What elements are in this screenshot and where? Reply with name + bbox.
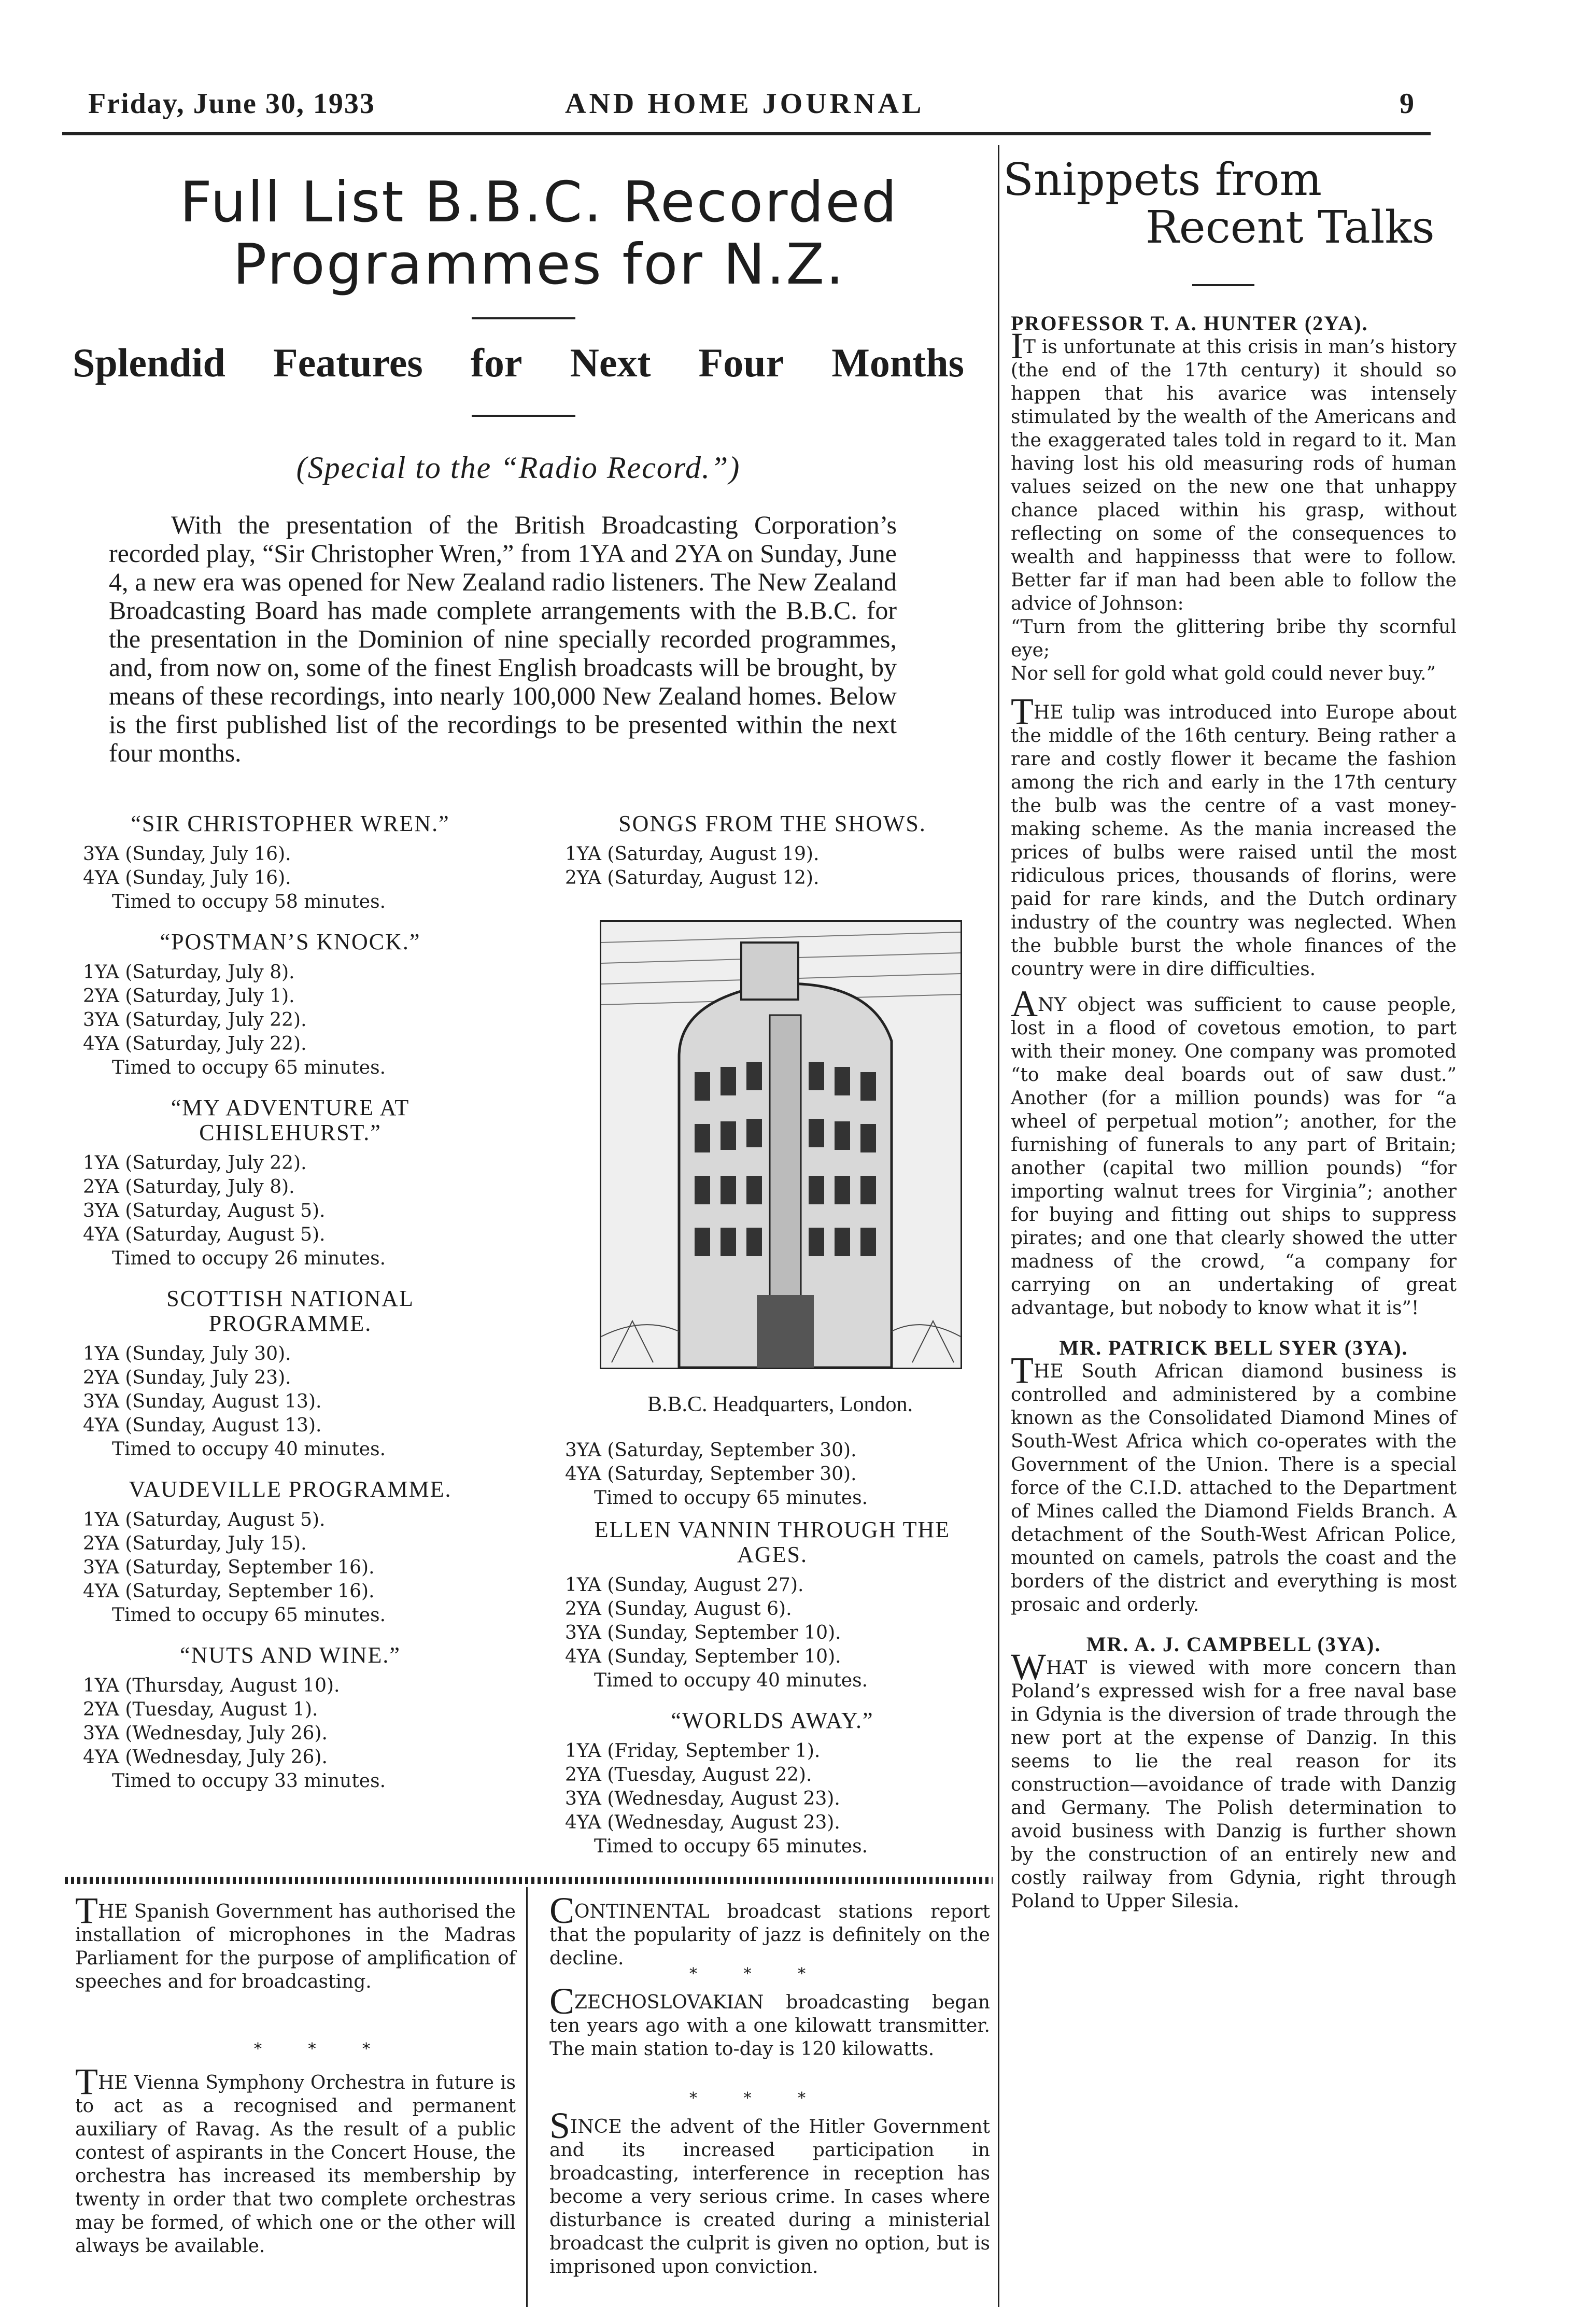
schedule-line: 3YA (Sunday, August 13).	[83, 1391, 322, 1412]
programme-column-mid-top	[565, 811, 980, 906]
subhead-word: for	[470, 340, 522, 385]
snippets-divider	[1192, 284, 1254, 286]
schedule-line: 4YA (Saturday, September 30).	[565, 1464, 857, 1485]
bbc-headquarters-illustration	[600, 920, 962, 1369]
timed-note: Timed to occupy 58 minutes.	[112, 891, 386, 912]
schedule-line: 1YA (Saturday, July 8).	[83, 962, 295, 983]
section-stars: * * *	[689, 2089, 827, 2107]
schedule-line: 3YA (Sunday, July 16).	[83, 843, 291, 865]
schedule-line: 3YA (Saturday, July 22).	[83, 1009, 307, 1031]
schedule-line: 1YA (Thursday, August 10).	[83, 1675, 340, 1696]
snippets-column	[1011, 311, 1457, 1913]
paper-name: AND HOME JOURNAL	[565, 88, 925, 120]
programme-entry	[565, 811, 980, 890]
drop-cap: T	[75, 2061, 98, 2102]
paragraph-text: HE South African diamond business is controlled and administered by a combine known as the Consolidated Diamond Mines of South-West Africa which co-operates with the Government of the Union. There is a special force of the C.I.D. attached to the Department of Mines called the Diamond Fields Branch. A detachment of the South-West African Police, mounted on camels, patrols the coast and the borders of the district and everything is most prosaic and orderly.	[1011, 1361, 1457, 1615]
paragraph-text: ZECHOSLOVAKIAN broadcasting began ten years ago with a one kilowatt transmitter. The main station to-day is 120 kilowatts.	[549, 1992, 990, 2060]
schedule-line: 4YA (Saturday, August 5).	[83, 1224, 326, 1245]
programme-title: VAUDEVILLE PROGRAMME.	[129, 1477, 452, 1502]
schedule-line: 1YA (Sunday, August 27).	[565, 1574, 804, 1596]
drop-cap: A	[1011, 983, 1038, 1024]
subhead-word: Features	[273, 340, 423, 385]
schedule-line: 3YA (Saturday, September 16).	[83, 1557, 375, 1578]
timed-note: Timed to occupy 40 minutes.	[112, 1439, 386, 1460]
schedule-line: 2YA (Sunday, August 6).	[565, 1598, 792, 1620]
syer-paragraph	[1011, 1349, 1457, 1616]
programme-entry	[565, 1517, 980, 1693]
column-divider	[526, 1887, 528, 2307]
paragraph-text: HE tulip was introduced into Europe about the middle of the 16th century. Being rather a rare and costly flower it became the fashion among the rich and early in the 17th century the bulb was the centre of a vast money-making scheme. As the mania increased the prices of bulbs were raised until the most ridiculous prices, thousands of florins, were paid for rare kinds, and the Dutch ordinary industry of the country was neglected. When the bubble burst the whole finances of the country were in dire difficulties.	[1011, 702, 1457, 980]
schedule-line: 2YA (Tuesday, August 1).	[83, 1699, 318, 1720]
paragraph-text: HAT is viewed with more concern than Poland’s expressed wish for a free naval base in Gdynia is the diversion of trade through the new port at the expense of Danzig. In this seems to lie the real reason for its construction—avoidance of trade with Danzig and Germany. The Polish determination to avoid business with Danzig is further shown by the construction of an entirely new and costly railway from Gdynia, right through Poland to Upper Silesia.	[1011, 1657, 1457, 1912]
johnson-quote-2: Nor sell for gold what gold could never buy.”	[1011, 663, 1436, 684]
programme-entry	[565, 1708, 980, 1859]
subhead-word: Months	[831, 340, 964, 385]
subhead-word: Splendid	[73, 340, 225, 385]
drop-cap: I	[1011, 325, 1023, 367]
schedule-line: 2YA (Saturday, July 15).	[83, 1533, 307, 1554]
headline-divider	[472, 317, 575, 319]
schedule-line: 4YA (Saturday, July 22).	[83, 1033, 307, 1054]
snippets-title-line1: Snippets from	[1003, 154, 1322, 206]
speaker-syer: MR. PATRICK BELL SYER (3YA).	[1059, 1336, 1408, 1359]
intro-paragraph: With the presentation of the British Broadcasting Corporation’s recorded play, “Sir Christopher Wren,” from 1YA and 2YA on Sunday, June 4, a new era was opened for New Zealand radio listeners. The New Zealand Broadcasting Board has made complete arrangements with the B.B.C. for the presentation in the Dominion of nine specially recorded programmes, and, from now on, some of the finest English broadcasts will be brought, by means of these recordings, into nearly 100,000 New Zealand homes. Below is the first published list of the recordings to be presented within the next four months.	[109, 510, 897, 767]
schedule-line: 4YA (Wednesday, August 23).	[565, 1812, 840, 1833]
masthead-rule	[62, 132, 1431, 135]
programme-title: ELLEN VANNIN THROUGH THE AGES.	[594, 1517, 951, 1567]
continental-paragraph	[549, 1890, 990, 1970]
schedule-line: 1YA (Sunday, July 30).	[83, 1343, 291, 1365]
subheadline	[73, 340, 964, 386]
building-drawing	[601, 922, 961, 1368]
programme-column-mid-bottom	[565, 1439, 980, 1874]
tulip-paragraph	[1011, 691, 1457, 981]
schedule-line: 2YA (Saturday, August 12).	[565, 867, 820, 889]
programme-title: “SIR CHRISTOPHER WREN.”	[131, 811, 450, 836]
schedule-line: 4YA (Saturday, September 16).	[83, 1581, 375, 1602]
spanish-paragraph	[75, 1890, 516, 1993]
subhead-word: Four	[698, 340, 784, 385]
schedule-line: 2YA (Saturday, July 8).	[83, 1176, 295, 1198]
vienna-paragraph	[75, 2061, 516, 2258]
johnson-quote-1: “Turn from the glittering bribe thy scornful eye;	[1011, 616, 1457, 661]
subhead-word: Next	[570, 340, 651, 385]
schedule-line: 3YA (Saturday, September 30).	[565, 1440, 857, 1461]
drop-cap: W	[1011, 1646, 1046, 1688]
page-number: 9	[1400, 88, 1415, 120]
schedule-line: 4YA (Sunday, July 16).	[83, 867, 291, 889]
section-stars: * * *	[254, 2040, 391, 2058]
timed-note: Timed to occupy 65 minutes.	[112, 1605, 386, 1626]
drop-cap: S	[549, 2105, 571, 2146]
headline-line1: Full List B.B.C. Recorded	[179, 170, 899, 235]
schedule-line: 2YA (Sunday, July 23).	[83, 1367, 291, 1388]
schedule-line: 1YA (Saturday, August 5).	[83, 1509, 326, 1530]
schedule-line: 4YA (Sunday, August 13).	[83, 1415, 322, 1436]
photo-caption: B.B.C. Headquarters, London.	[647, 1393, 913, 1416]
schedule-line: 4YA (Sunday, September 10).	[565, 1646, 841, 1667]
timed-note: Timed to occupy 65 minutes.	[112, 1057, 386, 1078]
schedule-line: 2YA (Tuesday, August 22).	[565, 1764, 812, 1785]
paragraph-text: HE Vienna Symphony Orchestra in future is to act as a recognised and permanent auxiliary of Ravag. As the result of a public contest of aspirants in the Concert House, the orchestra has increased its membership by twenty in order that two complete orchestras may be formed, of which one or the other will always be available.	[75, 2072, 516, 2257]
paragraph-text: NY object was sufficient to cause people, lost in a flood of covetous emotion, to part with their money. One company was promoted “to make deal boards out of saw dust.” Another (for a million pounds) was for “a wheel of perpetual motion”; another, for the furnishing of funerals to any part of Britain; another (capital two million pounds) “for importing walnut trees for Virginia”; another for buying and fitting out ships to suppress pirates; and one that clearly showed the utter madness of the crowd, “a company for carrying on an undertaking of great advantage, but nobody to know what it is”!	[1011, 994, 1457, 1319]
timed-note: Timed to occupy 65 minutes.	[594, 1836, 868, 1857]
programme-column-left	[83, 811, 498, 1809]
programme-title: “POSTMAN’S KNOCK.”	[160, 929, 421, 954]
programme-title: SCOTTISH NATIONAL PROGRAMME.	[166, 1286, 414, 1336]
subhead-divider	[472, 415, 575, 417]
column-divider	[998, 145, 999, 2307]
snippets-title-line2: Recent Talks	[1146, 202, 1435, 254]
drop-cap: T	[75, 1890, 98, 1931]
schedule-line: 3YA (Wednesday, August 23).	[565, 1788, 840, 1809]
programme-entry	[83, 930, 498, 1080]
programme-entry	[83, 1643, 498, 1793]
any-object-paragraph	[1011, 983, 1457, 1320]
paragraph-text: INCE the advent of the Hitler Government and its increased participation in broadcasting, interference in reception has become a very serious crime. In cases where disturbance is created during a ministerial broadcast the culprit is given no option, but is imprisoned upon conviction.	[549, 2116, 990, 2277]
schedule-line: 4YA (Wednesday, July 26).	[83, 1747, 328, 1768]
paragraph-text: T is unfortunate at this crisis in man’s history (the end of the 17th century) it should so happen that his avarice was intensely stimulated by the wealth of the Americans and the exaggerated tales told in regard to it. Man having lost his old measuring rods of human values seized on the new one that unhappy chance placed within his grasp, without reflecting on some of the consequences to wealth and happinesss that were to follow. Better far if man had been able to follow the advice of Johnson:	[1011, 336, 1457, 614]
schedule-line: 2YA (Saturday, July 1).	[83, 986, 295, 1007]
programme-entry	[83, 811, 498, 914]
paragraph-text: HE Spanish Government has authorised the installation of microphones in the Madras Parliament for the purpose of amplification of speeches and for broadcasting.	[75, 1901, 516, 1992]
hitler-paragraph	[549, 2105, 990, 2279]
paragraph-text: ONTINENTAL broadcast stations report that the popularity of jazz is definitely on the decline.	[549, 1901, 990, 1969]
schedule-line: 1YA (Friday, September 1).	[565, 1740, 821, 1762]
speaker-hunter: PROFESSOR T. A. HUNTER (2YA).	[1011, 312, 1368, 335]
schedule-line: 1YA (Saturday, August 19).	[565, 843, 820, 865]
headline-line2: Programmes for N.Z.	[233, 232, 845, 297]
decorative-cut-rule	[65, 1877, 993, 1884]
drop-cap: C	[549, 1980, 575, 2022]
section-stars: * * *	[689, 1965, 827, 1983]
speaker-campbell: MR. A. J. CAMPBELL (3YA).	[1086, 1633, 1381, 1656]
special-credit: (Special to the “Radio Record.”)	[296, 451, 741, 485]
programme-title: SONGS FROM THE SHOWS.	[618, 811, 926, 836]
czech-paragraph	[549, 1980, 990, 2061]
timed-note: Timed to occupy 40 minutes.	[594, 1670, 868, 1691]
drop-cap: C	[549, 1890, 575, 1931]
programme-entry	[83, 1477, 498, 1627]
hunter-paragraph	[1011, 325, 1457, 615]
timed-note: Timed to occupy 33 minutes.	[112, 1770, 386, 1792]
issue-date: Friday, June 30, 1933	[88, 88, 375, 120]
campbell-paragraph	[1011, 1646, 1457, 1913]
schedule-line: 3YA (Saturday, August 5).	[83, 1200, 326, 1221]
programme-entry	[565, 1439, 980, 1510]
drop-cap: T	[1011, 691, 1034, 732]
schedule-line: 1YA (Saturday, July 22).	[83, 1152, 307, 1174]
schedule-line: 3YA (Sunday, September 10).	[565, 1622, 841, 1643]
programme-entry	[83, 1095, 498, 1271]
timed-note: Timed to occupy 65 minutes.	[594, 1487, 868, 1509]
schedule-line: 3YA (Wednesday, July 26).	[83, 1723, 328, 1744]
timed-note: Timed to occupy 26 minutes.	[112, 1248, 386, 1269]
programme-entry	[83, 1286, 498, 1461]
programme-title: “WORLDS AWAY.”	[671, 1708, 874, 1733]
programme-title: “NUTS AND WINE.”	[180, 1642, 401, 1668]
drop-cap: T	[1011, 1349, 1034, 1391]
programme-title: “MY ADVENTURE AT CHISLEHURST.”	[171, 1095, 410, 1145]
